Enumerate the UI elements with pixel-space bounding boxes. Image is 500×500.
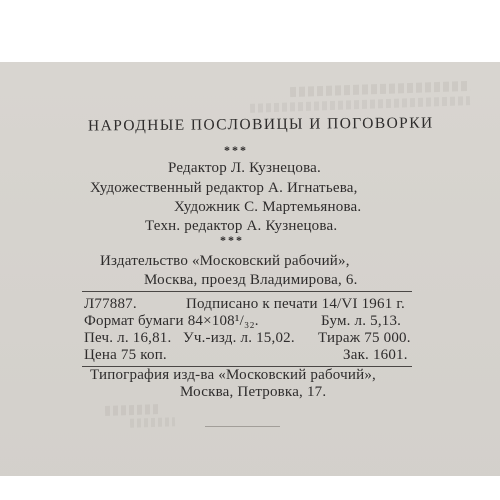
separator-stars: *** [224,143,248,157]
show-through-text [130,417,175,428]
tech-editor-credit: Техн. редактор А. Кузнецова. [145,218,338,234]
imprint-print-run: Тираж 75 000. [318,330,411,346]
printer-name: Типография изд-ва «Московский рабочий», [90,367,376,383]
art-editor-credit: Художественный редактор А. Игнатьева, [90,180,358,196]
show-through-text [250,96,470,113]
imprint-order: Зак. 1601. [343,347,408,363]
editor-credit: Редактор Л. Кузнецова. [168,160,321,176]
show-through-rule [205,426,280,427]
background-top [0,0,500,62]
imprint-code: Л77887. [84,296,137,312]
imprint-print-sheets: Печ. л. 16,81. [84,330,172,346]
imprint-price: Цена 75 коп. [84,347,167,363]
imprint-top-rule [82,291,412,292]
imprint-signed: Подписано к печати 14/VI 1961 г. [186,296,405,312]
imprint-pub-sheets: Уч.-изд. л. 15,02. [183,330,295,346]
publisher-address: Москва, проезд Владимирова, 6. [144,272,358,288]
publisher-name: Издательство «Московский рабочий», [100,253,350,269]
separator-stars: *** [220,233,244,247]
show-through-text [290,81,470,97]
background-bottom [0,476,500,500]
imprint-format: Формат бумаги 84×108¹/₃₂. [84,313,259,329]
printer-address: Москва, Петровка, 17. [180,384,327,400]
artist-credit: Художник С. Мартемьянова. [174,199,362,215]
book-title: НАРОДНЫЕ ПОСЛОВИЦЫ И ПОГОВОРКИ [87,114,434,135]
imprint-paper-sheets: Бум. л. 5,13. [321,313,402,329]
show-through-text [105,404,160,416]
